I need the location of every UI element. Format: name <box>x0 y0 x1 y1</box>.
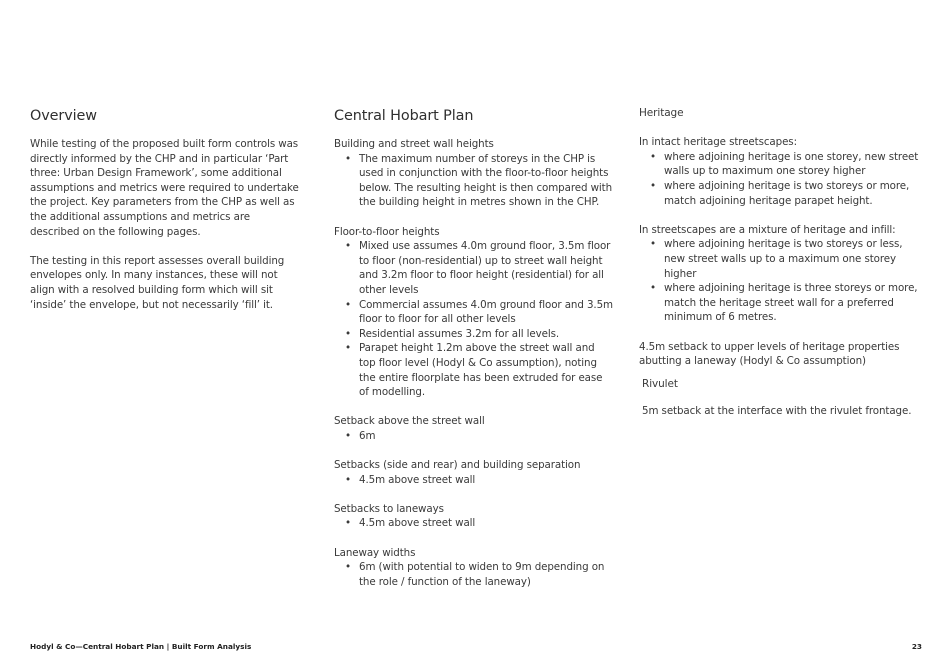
rivulet-text: 5m setback at the interface with the rivulet frontage. <box>642 405 912 418</box>
chp-section-laneway-widths <box>334 546 614 590</box>
overview-title: Overview <box>30 108 97 124</box>
rivulet-block <box>642 377 919 419</box>
list-item: • 4.5m above street wall <box>334 516 614 531</box>
overview-paragraph: While testing of the proposed built form controls was directly informed by the CHP and in particular ‘Part three: Urban Design Framework’, some additional assumptions and metrics were required to undertake the project. Key parameters from the CHP as well as the additional assumptions and metrics are described on the following pages. <box>30 138 299 238</box>
chp-section-laneway-setbacks <box>334 502 614 531</box>
bullet-list <box>334 473 614 488</box>
chp-section-heights <box>334 137 614 210</box>
bullet-list <box>334 239 614 400</box>
bullet-list <box>334 152 614 210</box>
list-item: • Commercial assumes 4.0m ground floor and 3.5m floor to floor for all other levels <box>334 298 614 327</box>
heritage-laneway-note: 4.5m setback to upper levels of heritage properties abutting a laneway (Hodyl & Co assumption) <box>639 340 900 368</box>
list-item: • Residential assumes 3.2m for all levels. <box>334 327 614 342</box>
section-heading: Laneway widths <box>334 546 416 559</box>
chp-title: Central Hobart Plan <box>334 108 474 124</box>
list-item: • where adjoining heritage is two storeys or less, new street walls up to a maximum one storey higher <box>639 237 919 281</box>
list-item: • where adjoining heritage is three storeys or more, match the heritage street wall for a preferred minimum of 6 metres. <box>639 281 919 325</box>
heritage-mixture <box>639 223 919 325</box>
rivulet-title: Rivulet <box>642 377 678 390</box>
section-heading: Setback above the street wall <box>334 415 485 428</box>
bullet-list <box>334 560 614 589</box>
section-heading: Floor-to-floor heights <box>334 225 440 238</box>
chp-section-floor-to-floor <box>334 225 614 400</box>
section-heading: Building and street wall heights <box>334 138 494 150</box>
heritage-column <box>639 106 919 419</box>
list-item: • 6m <box>334 429 614 444</box>
overview-paragraph: The testing in this report assesses overall building envelopes only. In many instances, these will not align with a resolved building form which will sit ‘inside’ the envelope, but not necessarily ‘fill’ it. <box>30 254 285 311</box>
list-item: • The maximum number of storeys in the CHP is used in conjunction with the floor-to-floor heights below. The resulting height is then compared with the building height in metres shown in the CHP. <box>334 152 614 210</box>
list-item: • where adjoining heritage is one storey, new street walls up to maximum one storey higher <box>639 150 919 179</box>
section-heading: In intact heritage streetscapes: <box>639 136 797 149</box>
heritage-intact <box>639 135 919 208</box>
chp-section-setback-street-wall <box>334 414 614 443</box>
bullet-list <box>334 429 614 444</box>
heritage-title: Heritage <box>639 107 684 119</box>
list-item: • Mixed use assumes 4.0m ground floor, 3.5m floor to floor (non-residential) up to street wall height and 3.2m floor to floor height (residential) for all other levels <box>334 239 614 297</box>
bullet-list <box>334 516 614 531</box>
overview-column <box>30 106 300 312</box>
bullet-list <box>639 237 919 325</box>
section-heading: Setbacks (side and rear) and building separation <box>334 459 581 472</box>
chp-column <box>334 106 614 589</box>
section-heading: In streetscapes are a mixture of heritage and infill: <box>639 223 896 236</box>
list-item: • Parapet height 1.2m above the street wall and top floor level (Hodyl & Co assumption), noting the entire floorplate has been extruded for ease of modelling. <box>334 341 614 399</box>
chp-section-side-rear <box>334 458 614 487</box>
section-heading: Setbacks to laneways <box>334 502 444 515</box>
bullet-list <box>639 150 919 208</box>
list-item: • where adjoining heritage is two storeys or more, match adjoining heritage parapet height. <box>639 179 919 208</box>
list-item: • 4.5m above street wall <box>334 473 614 488</box>
list-item: • 6m (with potential to widen to 9m depending on the role / function of the laneway) <box>334 560 614 589</box>
footer-document-title: Hodyl & Co—Central Hobart Plan | Built Form Analysis <box>30 642 252 651</box>
footer-page-number: 23 <box>911 642 922 651</box>
